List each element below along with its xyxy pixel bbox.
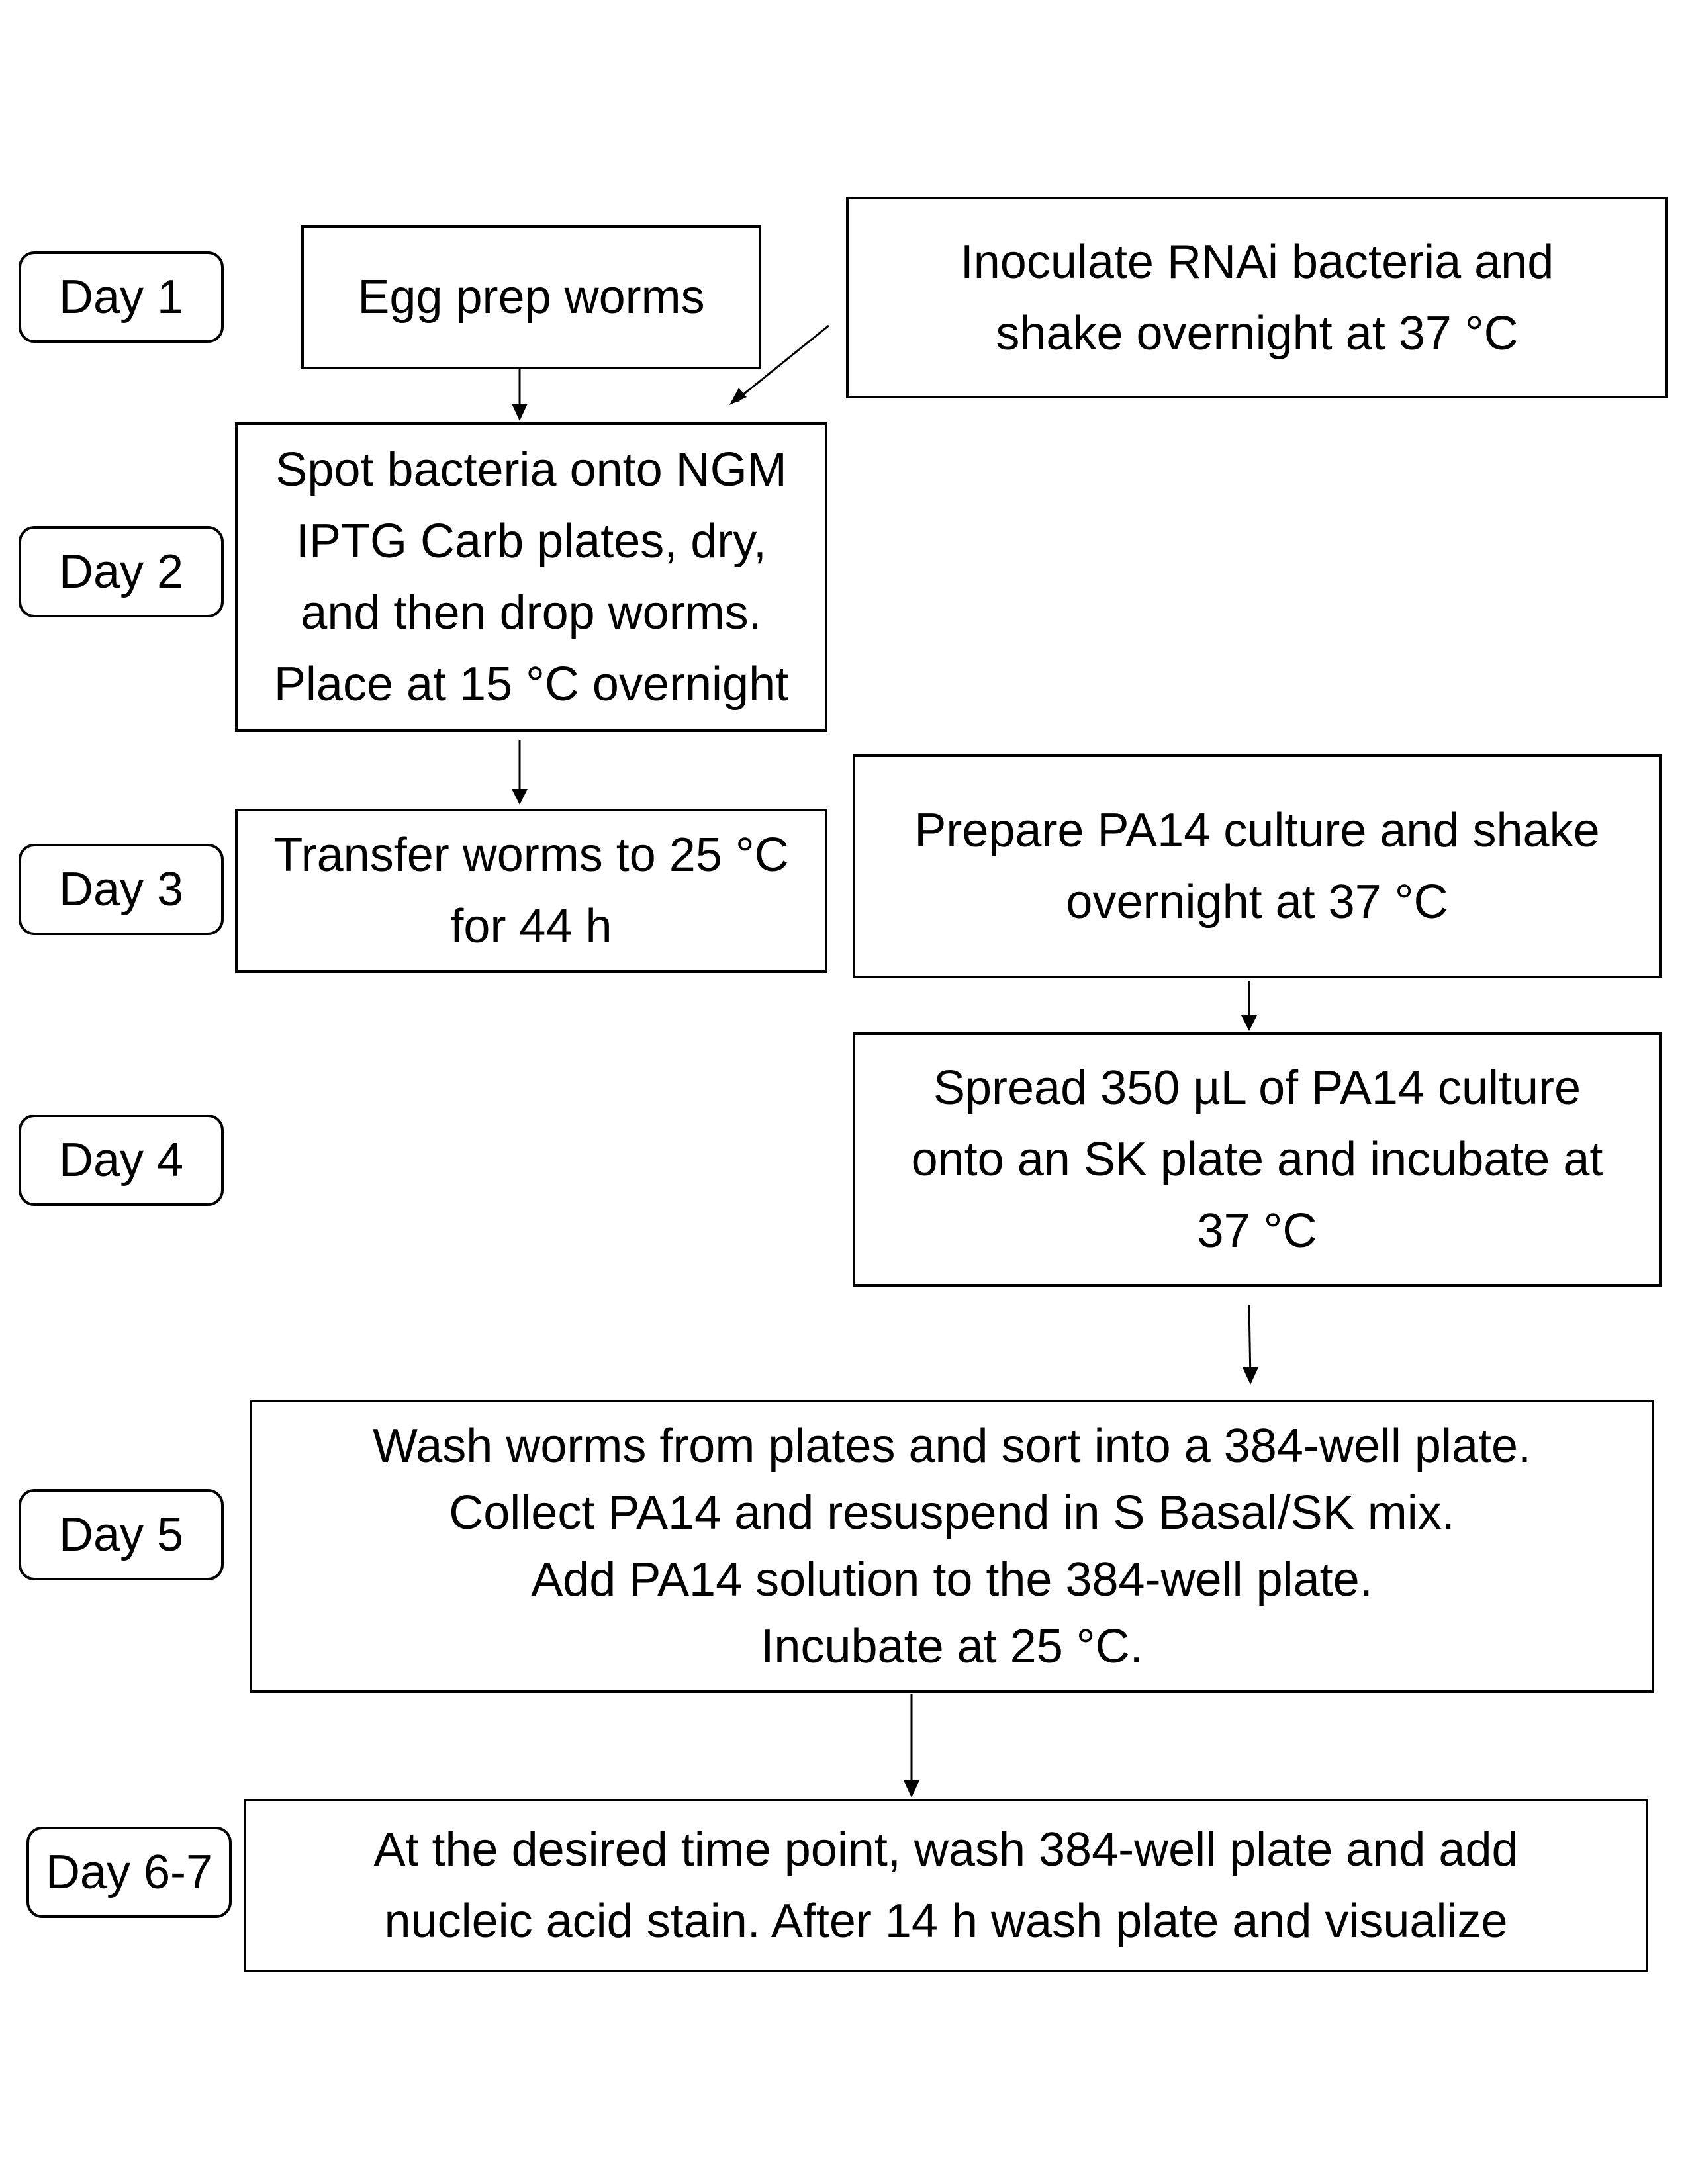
- wash-sort-text: Wash worms from plates and sort into a 384-well plate. Collect PA14 and resuspend in S Basal/SK mix. Add PA14 solution to the 384-well plate. Incubate at 25 °C.: [372, 1419, 1532, 1673]
- day-3-label: Day 3: [19, 844, 224, 935]
- prepare-pa14-text: Prepare PA14 culture and shake overnight at 37 °C: [914, 804, 1600, 929]
- spread-pa14-text: Spread 350 µL of PA14 culture onto an SK plate and incubate at 37 °C: [911, 1062, 1603, 1257]
- arrowhead-egg-to-spot: [512, 404, 528, 421]
- inoculate-text: Inoculate RNAi bacteria and shake overnight at 37 °C: [960, 235, 1554, 360]
- arrowhead-spread-to-wash: [1243, 1367, 1258, 1385]
- day-6-7-label: Day 6-7: [26, 1827, 232, 1918]
- arrowhead-prepare-to-spread: [1241, 1015, 1257, 1031]
- transfer-worms-text: Transfer worms to 25 °C for 44 h: [273, 829, 789, 953]
- day-4-label: Day 4: [19, 1115, 224, 1206]
- day-5-label: Day 5: [19, 1489, 224, 1580]
- stain-visualize-text: At the desired time point, wash 384-well plate and add nucleic acid stain. After 14 h wash plate and visualize: [373, 1823, 1519, 1948]
- arrow-inoculate-to-spot: [733, 326, 829, 402]
- day-1-label: Day 1: [19, 251, 224, 343]
- spot-bacteria-text: Spot bacteria onto NGM IPTG Carb plates, dry, and then drop worms. Place at 15 °C overnight: [273, 443, 789, 711]
- egg-prep-text: Egg prep worms: [357, 271, 705, 324]
- arrowhead-spot-to-transfer: [512, 789, 528, 805]
- day-2-label: Day 2: [19, 526, 224, 617]
- arrowhead-wash-to-stain: [904, 1780, 919, 1797]
- arrowhead-inoculate-to-spot: [729, 388, 747, 405]
